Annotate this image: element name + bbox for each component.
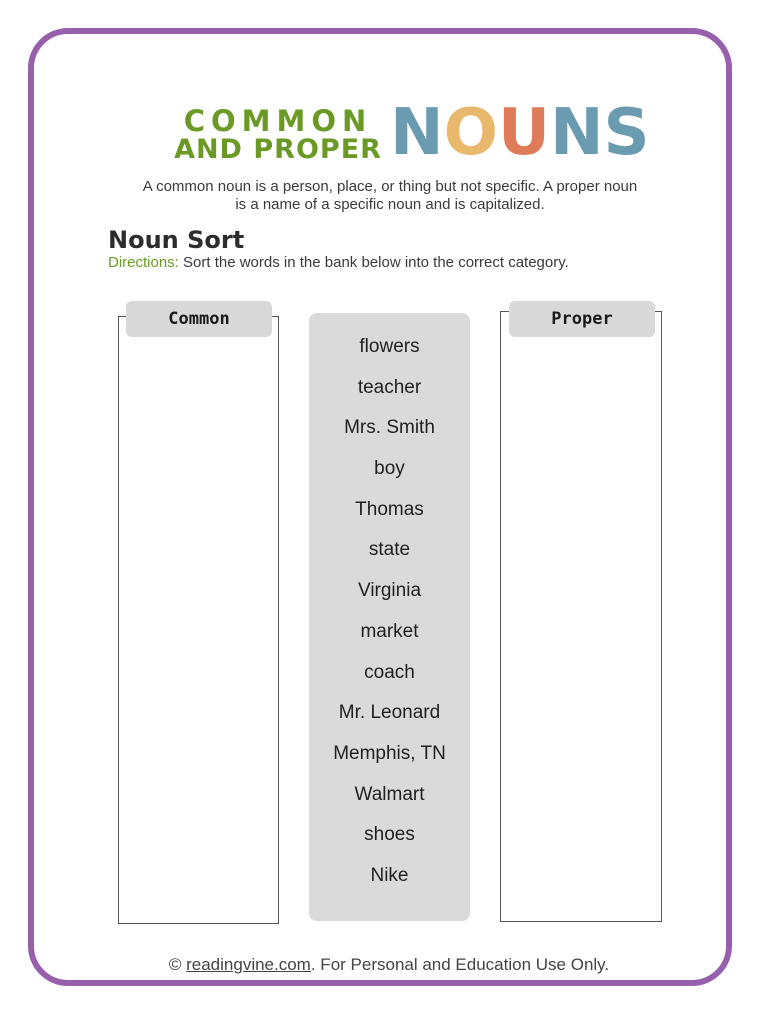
title-left-block	[172, 106, 384, 164]
proper-answer-box[interactable]	[500, 311, 662, 922]
directions-label: Directions:	[108, 254, 179, 271]
title-letter-3: N	[549, 96, 604, 170]
word-bank-item[interactable]: Walmart	[354, 783, 425, 805]
worksheet-title	[172, 96, 650, 170]
intro-line-1: A common noun is a person, place, or thing but not specific. A proper noun	[142, 178, 638, 195]
word-bank-list	[309, 333, 470, 903]
word-bank-item[interactable]: Virginia	[357, 580, 422, 602]
intro-line-2: is a name of a specific noun and is capitalized.	[235, 196, 545, 213]
title-and-proper: AND PROPER	[174, 134, 382, 165]
proper-column-header: Proper	[509, 301, 655, 337]
word-bank-item[interactable]: flowers	[359, 336, 420, 357]
word-bank-item[interactable]: coach	[364, 661, 415, 683]
word-bank-item[interactable]: Nike	[370, 864, 409, 886]
word-bank-item[interactable]: Thomas	[355, 498, 424, 520]
word-bank-item[interactable]: Mr. Leonard	[338, 702, 441, 724]
word-bank-item[interactable]: state	[368, 539, 411, 561]
word-bank-item[interactable]: Mrs. Smith	[344, 417, 435, 439]
directions	[108, 254, 569, 271]
word-bank-item[interactable]: boy	[374, 458, 405, 480]
word-bank	[309, 313, 470, 921]
word-bank-item[interactable]: Memphis, TN	[333, 742, 446, 764]
footer-prefix: ©	[168, 955, 187, 974]
common-answer-box[interactable]	[118, 316, 279, 924]
title-letter-4: S	[603, 96, 650, 170]
activity-title: Noun Sort	[108, 226, 245, 254]
footer	[0, 955, 768, 975]
common-column-header: Common	[126, 301, 272, 337]
directions-text: Sort the words in the bank below into the correct category.	[178, 254, 569, 271]
title-nouns	[390, 96, 650, 170]
intro-text	[90, 178, 690, 214]
title-letter-0: N	[390, 96, 444, 170]
title-common: COMMON	[183, 104, 373, 138]
title-letter-1: O	[443, 96, 498, 170]
word-bank-item[interactable]: market	[360, 620, 419, 642]
title-letter-2: U	[497, 96, 550, 170]
word-bank-item[interactable]: shoes	[364, 824, 415, 846]
word-bank-item[interactable]: teacher	[357, 376, 422, 398]
footer-link[interactable]: readingvine.com	[186, 955, 311, 974]
footer-suffix: . For Personal and Education Use Only.	[310, 955, 610, 974]
